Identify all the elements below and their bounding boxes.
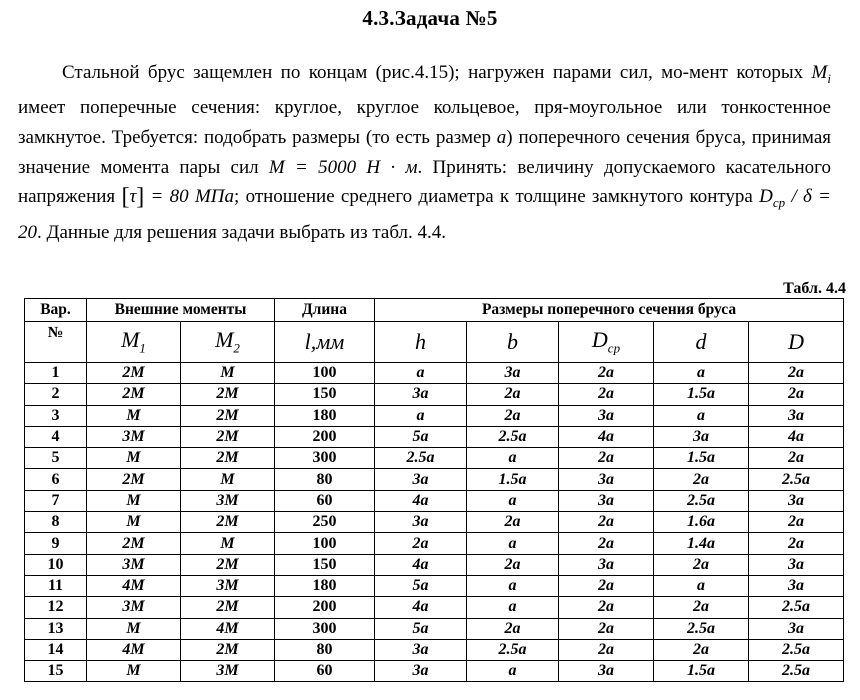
b-value-cell: 2.5a: [467, 639, 559, 660]
table-row: [25, 490, 844, 511]
diameter-subscript: ср: [772, 194, 786, 210]
D-value-cell: 2a: [749, 384, 844, 405]
d-value-cell: 2.5a: [654, 618, 749, 639]
variant-number-cell: 15: [25, 661, 87, 682]
b-value-cell: 3a: [467, 363, 559, 384]
table-caption: Табл. 4.4: [783, 280, 846, 297]
dcp-value-cell: 2a: [559, 575, 654, 596]
header-h: h: [375, 322, 467, 363]
moment-formula: M = 5000 H · м: [268, 156, 418, 178]
length-value-cell: 80: [275, 639, 375, 660]
dcp-value-cell: 2a: [559, 639, 654, 660]
data-table: [24, 298, 844, 682]
D-value-cell: 2.5a: [749, 597, 844, 618]
diameter-variable: D: [759, 186, 773, 208]
dcp-value-cell: 2a: [559, 618, 654, 639]
table-row: [25, 575, 844, 596]
dcp-value-cell: 3a: [559, 469, 654, 490]
d-value-cell: 1.4a: [654, 533, 749, 554]
variant-number-cell: 4: [25, 426, 87, 447]
m1-value-cell: 2M: [87, 384, 181, 405]
m2-value-cell: 4M: [181, 618, 275, 639]
variant-number-cell: 13: [25, 618, 87, 639]
header-b: b: [467, 322, 559, 363]
m1-value-cell: M: [87, 448, 181, 469]
length-value-cell: 180: [275, 405, 375, 426]
table-row: [25, 405, 844, 426]
d-value-cell: 3a: [654, 426, 749, 447]
length-value-cell: 150: [275, 554, 375, 575]
D-value-cell: 2a: [749, 363, 844, 384]
h-value-cell: 5a: [375, 618, 467, 639]
m2-value-cell: 2M: [181, 554, 275, 575]
ratio-formula: / δ = 20: [18, 186, 832, 243]
b-value-cell: a: [467, 661, 559, 682]
dcp-value-cell: 2a: [559, 533, 654, 554]
m2-value-cell: 2M: [181, 426, 275, 447]
m2-value-cell: 3M: [181, 575, 275, 596]
text-segment: . Данные для решения задачи выбрать из табл. 4.4.: [37, 221, 447, 243]
length-value-cell: 250: [275, 512, 375, 533]
b-value-cell: 2a: [467, 512, 559, 533]
d-value-cell: 2a: [654, 597, 749, 618]
m1-value-cell: 3M: [87, 597, 181, 618]
variant-number-cell: 6: [25, 469, 87, 490]
dcp-value-cell: 3a: [559, 554, 654, 575]
header-d-large: D: [749, 322, 844, 363]
text-segment: ; отношение среднего диаметра к толщине замкнутого контура: [234, 186, 760, 208]
d-value-cell: a: [654, 575, 749, 596]
dcp-value-cell: 2a: [559, 597, 654, 618]
variant-number-cell: 10: [25, 554, 87, 575]
variant-number-cell: 11: [25, 575, 87, 596]
dcp-value-cell: 2a: [559, 363, 654, 384]
header-dcp: $D_{ср}$: [559, 322, 654, 363]
length-value-cell: 100: [275, 533, 375, 554]
tau-close-bracket: ]: [136, 184, 145, 211]
variant-number-cell: 5: [25, 448, 87, 469]
D-value-cell: 2a: [749, 533, 844, 554]
d-value-cell: 2a: [654, 469, 749, 490]
length-value-cell: 200: [275, 426, 375, 447]
D-value-cell: 3a: [749, 618, 844, 639]
h-value-cell: 3a: [375, 384, 467, 405]
h-value-cell: 3a: [375, 661, 467, 682]
table-row: [25, 533, 844, 554]
table-row: [25, 512, 844, 533]
D-value-cell: 2a: [749, 512, 844, 533]
m1-value-cell: M: [87, 512, 181, 533]
header-variant: Вар.: [25, 299, 87, 322]
moment-variable: M: [811, 62, 828, 83]
h-value-cell: 3a: [375, 512, 467, 533]
b-value-cell: 2a: [467, 618, 559, 639]
b-value-cell: a: [467, 490, 559, 511]
m2-value-cell: M: [181, 533, 275, 554]
d-value-cell: 1.5a: [654, 661, 749, 682]
d-value-cell: 2a: [654, 554, 749, 575]
text-segment: имеет поперечные сечения: круглое, круглое кольцевое, пря-моугольное или тонкостенное замкнутое. Требуется: подобрать размеры (то есть размер: [18, 97, 831, 148]
dcp-value-cell: 3a: [559, 661, 654, 682]
table-row: [25, 469, 844, 490]
header-m2: $M_2$: [181, 322, 275, 363]
D-value-cell: 2a: [749, 448, 844, 469]
h-value-cell: 2a: [375, 533, 467, 554]
b-value-cell: a: [467, 448, 559, 469]
length-value-cell: 180: [275, 575, 375, 596]
m1-value-cell: M: [87, 661, 181, 682]
b-value-cell: a: [467, 575, 559, 596]
dcp-value-cell: 2a: [559, 448, 654, 469]
length-value-cell: 200: [275, 597, 375, 618]
header-l-mm: l,мм: [275, 322, 375, 363]
h-value-cell: 4a: [375, 490, 467, 511]
h-value-cell: a: [375, 405, 467, 426]
D-value-cell: 3a: [749, 405, 844, 426]
m2-value-cell: 2M: [181, 639, 275, 660]
b-value-cell: 1.5a: [467, 469, 559, 490]
dcp-value-cell: 2a: [559, 512, 654, 533]
d-value-cell: a: [654, 363, 749, 384]
length-value-cell: 80: [275, 469, 375, 490]
D-value-cell: 2.5a: [749, 661, 844, 682]
b-value-cell: 2.5a: [467, 426, 559, 447]
table-row: [25, 618, 844, 639]
m2-value-cell: 2M: [181, 448, 275, 469]
m1-value-cell: 3M: [87, 426, 181, 447]
m1-value-cell: 4M: [87, 575, 181, 596]
b-value-cell: 2a: [467, 554, 559, 575]
b-value-cell: 2a: [467, 384, 559, 405]
task-description: [18, 58, 831, 247]
variant-number-cell: 1: [25, 363, 87, 384]
header-number: №: [25, 322, 87, 363]
header-external-moments: Внешние моменты: [87, 299, 275, 322]
variant-number-cell: 3: [25, 405, 87, 426]
m2-value-cell: 2M: [181, 597, 275, 618]
D-value-cell: 2.5a: [749, 469, 844, 490]
table-row: [25, 448, 844, 469]
h-value-cell: 3a: [375, 639, 467, 660]
header-cross-section-dims: Размеры поперечного сечения бруса: [375, 299, 844, 322]
tau-value: = 80 МПа: [144, 186, 235, 208]
dcp-value-cell: 3a: [559, 490, 654, 511]
dcp-value-cell: 3a: [559, 405, 654, 426]
text-segment: Стальной брус защемлен по концам (рис.4.15); нагружен парами сил, мо-мент которых: [62, 62, 812, 83]
variant-number-cell: 12: [25, 597, 87, 618]
variant-number-cell: 14: [25, 639, 87, 660]
table-row: [25, 363, 844, 384]
variant-number-cell: 9: [25, 533, 87, 554]
d-value-cell: a: [654, 405, 749, 426]
m1-value-cell: 4M: [87, 639, 181, 660]
m2-value-cell: M: [181, 469, 275, 490]
length-value-cell: 300: [275, 448, 375, 469]
dcp-value-cell: 4a: [559, 426, 654, 447]
size-variable: a: [496, 126, 507, 148]
h-value-cell: 2.5a: [375, 448, 467, 469]
D-value-cell: 2.5a: [749, 639, 844, 660]
tau-symbol: τ: [129, 186, 137, 208]
m2-value-cell: 3M: [181, 490, 275, 511]
tau-open-bracket: [: [121, 184, 130, 211]
length-value-cell: 60: [275, 490, 375, 511]
variant-number-cell: 8: [25, 512, 87, 533]
header-length: Длина: [275, 299, 375, 322]
m1-value-cell: M: [87, 618, 181, 639]
variant-number-cell: 7: [25, 490, 87, 511]
header-m1: $M_1$: [87, 322, 181, 363]
m2-value-cell: 2M: [181, 512, 275, 533]
table-body: [25, 363, 844, 682]
variant-number-cell: 2: [25, 384, 87, 405]
m1-value-cell: 2M: [87, 533, 181, 554]
length-value-cell: 60: [275, 661, 375, 682]
d-value-cell: 1.6a: [654, 512, 749, 533]
h-value-cell: 5a: [375, 426, 467, 447]
m1-value-cell: 3M: [87, 554, 181, 575]
d-value-cell: 2.5a: [654, 490, 749, 511]
h-value-cell: 3a: [375, 469, 467, 490]
m1-value-cell: 2M: [87, 469, 181, 490]
table-row: [25, 384, 844, 405]
D-value-cell: 4a: [749, 426, 844, 447]
m1-value-cell: M: [87, 490, 181, 511]
h-value-cell: a: [375, 363, 467, 384]
b-value-cell: a: [467, 597, 559, 618]
dcp-value-cell: 2a: [559, 384, 654, 405]
m2-value-cell: 2M: [181, 405, 275, 426]
D-value-cell: 3a: [749, 490, 844, 511]
table-row: [25, 639, 844, 660]
d-value-cell: 1.5a: [654, 384, 749, 405]
table-header-row: [25, 299, 844, 322]
h-value-cell: 4a: [375, 554, 467, 575]
d-value-cell: 1.5a: [654, 448, 749, 469]
table-row: [25, 426, 844, 447]
moment-subscript: i: [827, 70, 831, 86]
h-value-cell: 5a: [375, 575, 467, 596]
b-value-cell: 2a: [467, 405, 559, 426]
D-value-cell: 3a: [749, 575, 844, 596]
length-value-cell: 100: [275, 363, 375, 384]
table-row: [25, 661, 844, 682]
task-title: 4.3.Задача №5: [362, 6, 498, 30]
m1-value-cell: M: [87, 405, 181, 426]
m2-value-cell: 2M: [181, 384, 275, 405]
m1-value-cell: 2M: [87, 363, 181, 384]
length-value-cell: 150: [275, 384, 375, 405]
b-value-cell: a: [467, 533, 559, 554]
m2-value-cell: 3M: [181, 661, 275, 682]
header-d-small: d: [654, 322, 749, 363]
d-value-cell: 2a: [654, 639, 749, 660]
D-value-cell: 3a: [749, 554, 844, 575]
table-row: [25, 554, 844, 575]
table-row: [25, 597, 844, 618]
m2-value-cell: M: [181, 363, 275, 384]
text-segment: ) поперечного сечения бруса, принимая значение момента пары сил: [18, 126, 831, 178]
length-value-cell: 300: [275, 618, 375, 639]
text-segment: . Принять: величину допускаемого касательного напряжения: [18, 156, 832, 208]
h-value-cell: 4a: [375, 597, 467, 618]
table-subheader-row: [25, 322, 844, 363]
